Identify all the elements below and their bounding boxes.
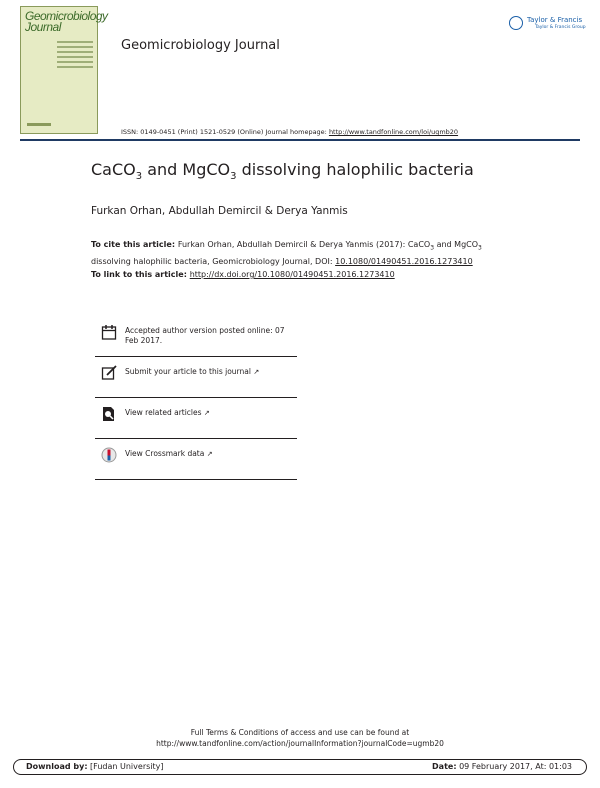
cite-label: To cite this article: [91, 240, 178, 249]
header-rule [20, 139, 580, 141]
crossmark-link[interactable]: View Crossmark data ↗ [125, 449, 213, 458]
cover-text-lines [57, 41, 93, 71]
submit-row[interactable] [95, 357, 297, 398]
cover-title [25, 9, 108, 34]
issn-text: ISSN: 0149-0451 (Print) 1521-0529 (Online) Journal homepage: [121, 128, 329, 136]
accepted-row [95, 316, 297, 357]
external-link-icon: ↗ [253, 368, 260, 376]
journal-homepage-link[interactable]: http://www.tandfonline.com/loi/ugmb20 [328, 128, 459, 136]
article-authors: Furkan Orhan, Abdullah Demircil & Derya Yanmis [91, 205, 348, 217]
downloaded-by: Download by: [Fudan University] [26, 762, 164, 771]
article-url-link[interactable]: http://dx.doi.org/10.1080/01490451.2016.1273410 [189, 270, 395, 279]
publisher-logo-subtext: Taylor & Francis Group [535, 25, 586, 30]
journal-name: Geomicrobiology Journal [121, 38, 280, 53]
publisher-logo [509, 16, 584, 36]
citation-block: To cite this article: Furkan Orhan, Abdullah Demircil & Derya Yanmis (2017): CaCO$_3$ and MgCO$_3$ dissolving halophilic bacteria, Geomicrobiology Journal, DOI: 10.1080/01490451.2016.1273410 [91, 240, 482, 266]
accepted-text: Accepted author version posted online: 07 Feb 2017. [125, 326, 285, 345]
publisher-logo-text: Taylor & Francis [527, 16, 583, 24]
search-document-icon [101, 406, 117, 422]
download-date: Date: 09 February 2017, At: 01:03 [432, 762, 572, 771]
cover-footer-mark [27, 123, 51, 126]
crossmark-icon [101, 447, 117, 463]
terms-url[interactable]: http://www.tandfonline.com/action/journalInformation?journalCode=ugmb20 [156, 739, 444, 748]
article-link-line [91, 270, 395, 279]
journal-cover [20, 6, 108, 134]
external-link-icon: ↗ [203, 409, 210, 417]
publisher-logo-icon [509, 16, 523, 30]
cover-title-line2: Journal [25, 20, 61, 34]
article-title: CaCO$_3$ and MgCO$_3$ dissolving halophilic bacteria [91, 160, 474, 183]
terms-line1: Full Terms & Conditions of access and use can be found at [190, 728, 410, 737]
crossmark-row[interactable] [95, 439, 297, 480]
related-articles-link[interactable]: View related articles ↗ [125, 408, 210, 417]
cover-title-line1: Geomicrobiology [25, 9, 108, 23]
issn-line [121, 128, 458, 136]
download-info-bar [13, 759, 587, 775]
link-label: To link to this article: [91, 270, 190, 279]
terms-note [0, 727, 600, 749]
submit-article-link[interactable]: Submit your article to this journal ↗ [125, 367, 260, 376]
article-info-box [95, 316, 297, 480]
external-link-icon: ↗ [206, 450, 213, 458]
doi-link[interactable]: 10.1080/01490451.2016.1273410 [335, 256, 473, 266]
related-row[interactable] [95, 398, 297, 439]
edit-icon [101, 365, 117, 381]
calendar-icon [101, 324, 117, 340]
